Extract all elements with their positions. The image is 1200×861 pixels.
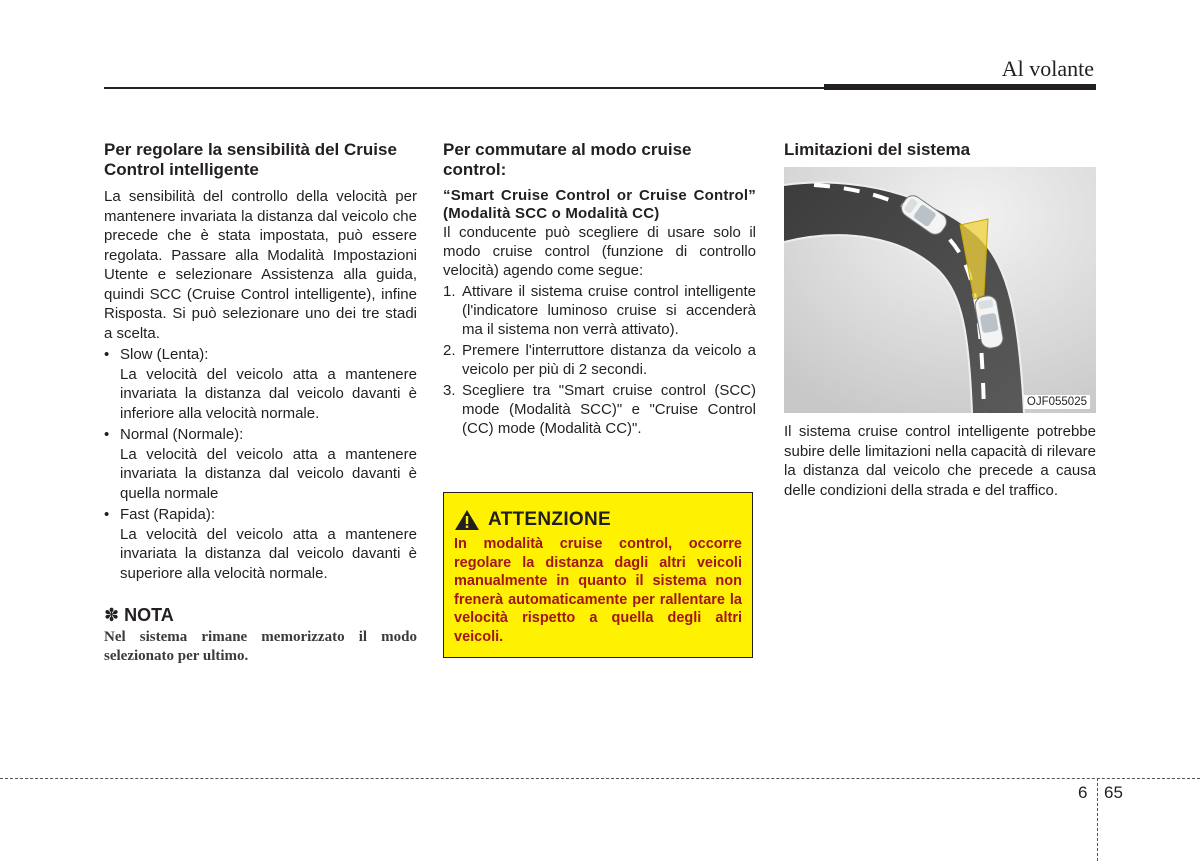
sensitivity-heading: Per regolare la sensibilità del Cruise Control intelligente (104, 140, 397, 179)
option-description: La velocità del veicolo atta a mantenere invariata la distanza dal veicolo davanti è inferiore alla velocità normale. (120, 365, 417, 422)
limitations-text: Il sistema cruise control intelligente potrebbe subire delle limitazioni nella capacità di rilevare la distanza dal veicolo che precede a causa delle condizioni della strada e del traffico. (784, 423, 1096, 499)
option-label: Fast (Rapida): (120, 506, 216, 523)
step-number: 2. (443, 342, 456, 359)
page-number: 65 (1104, 783, 1123, 802)
step-text: Premere l'interruttore distanza da veicolo a veicolo per più di 2 secondi. (462, 342, 756, 378)
step-item (443, 282, 756, 339)
step-number: 1. (443, 283, 456, 300)
note-text: Nel sistema rimane memorizzato il modo selezionato per ultimo. (104, 629, 417, 664)
cruise-mode-heading: Per commutare al modo cruise control: (443, 140, 692, 179)
bullet: • (104, 426, 110, 443)
option-label: Slow (Lenta): (120, 346, 209, 363)
cruise-mode-subheading: “Smart Cruise Control or Cruise Control” (Modalità SCC o Modalità CC) (443, 187, 756, 222)
column-cruise-mode (443, 140, 756, 440)
step-number: 3. (443, 382, 456, 399)
cruise-mode-steps (443, 282, 756, 438)
cruise-mode-intro: Il conducente può scegliere di usare solo il modo cruise control (funzione di controllo velocità) agendo come segue: (443, 224, 756, 279)
limitations-heading: Limitazioni del sistema (784, 140, 971, 159)
page-chapter-number: 6 (1078, 783, 1088, 802)
figure-code: OJF055025 (1024, 395, 1090, 409)
step-item (443, 341, 756, 379)
option-description: La velocità del veicolo atta a mantenere invariata la distanza dal veicolo davanti è quella normale (120, 445, 417, 502)
option-description: La velocità del veicolo atta a mantenere invariata la distanza dal veicolo davanti è superiore alla velocità normale. (120, 525, 417, 582)
column-sensitivity (104, 140, 417, 666)
step-item (443, 381, 756, 438)
warning-text: In modalità cruise control, occorre regolare la distanza dagli altri veicoli manualmente in quanto il sistema non frenerà automaticamente per rallentare la velocità rispetto a quella degli altri veicoli. (454, 536, 742, 645)
warning-title: ATTENZIONE (488, 509, 611, 530)
sensitivity-option-fast (104, 505, 417, 583)
step-text: Attivare il sistema cruise control intelligente (l'indicatore luminoso cruise si accenderà ma il sistema non verrà attivato). (462, 283, 756, 338)
sensitivity-option-normal (104, 425, 417, 503)
option-label: Normal (Normale): (120, 426, 244, 443)
column-limitations (784, 140, 1096, 500)
footer-dashed-divider (1097, 778, 1098, 861)
warning-triangle-icon (454, 509, 480, 531)
header-rule-accent (824, 84, 1096, 90)
sensitivity-option-slow (104, 345, 417, 423)
sensitivity-intro: La sensibilità del controllo della velocità per mantenere invariata la distanza dal veicolo che precede che è stata impostata, può essere regolata. Passare alla Modalità Impostazioni Utente e selezionare Assistenza alla guida, quindi SCC (Cruise Control intelligente), infine Risposta. Si può selezionare uno dei tre stadi a scelta. (104, 188, 417, 342)
chapter-title: Al volante (1001, 56, 1094, 81)
road-curve-image (784, 167, 1096, 413)
step-text: Scegliere tra "Smart cruise control (SCC) mode (Modalità SCC)" e "Cruise Control (CC) mode (Modalità CC)". (462, 382, 756, 437)
footer-dashed-rule (0, 778, 1200, 779)
warning-box (443, 492, 753, 658)
curve-road-illustration (784, 167, 1096, 413)
bullet: • (104, 346, 110, 363)
note-title: ✽ NOTA (104, 605, 174, 625)
bullet: • (104, 506, 110, 523)
